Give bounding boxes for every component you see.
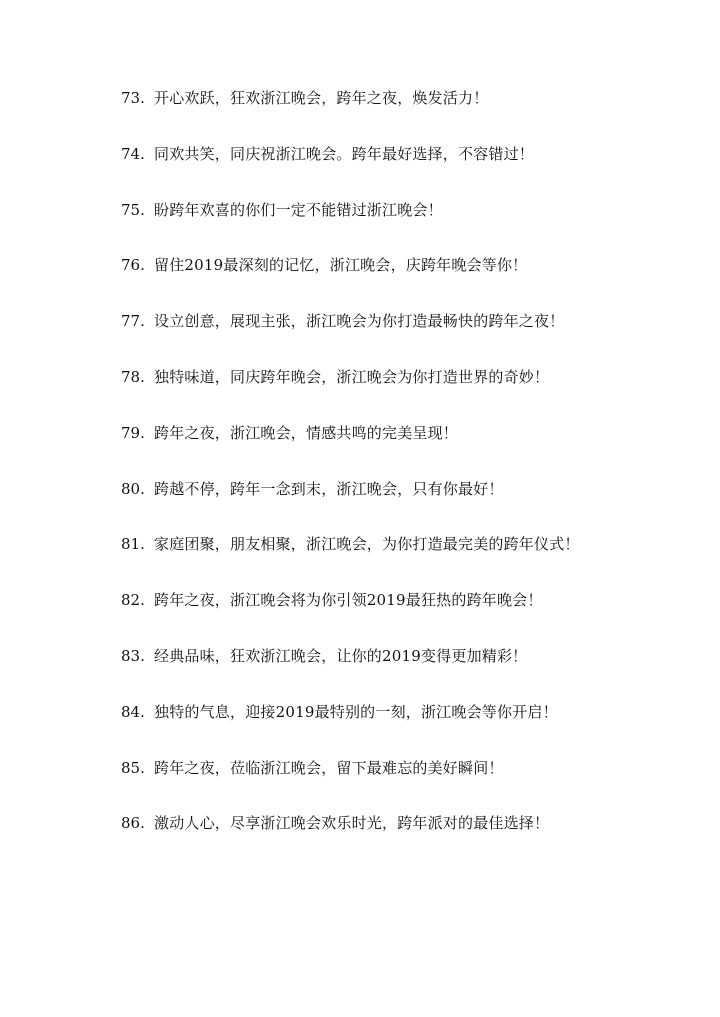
- list-item: [121, 812, 681, 868]
- item-number: 78.: [121, 367, 145, 386]
- list-item: [121, 87, 681, 143]
- list-item: [121, 701, 681, 757]
- item-text: 留住2019最深刻的记忆，浙江晚会，庆跨年晚会等你！: [154, 256, 528, 275]
- item-number: 84.: [121, 702, 145, 721]
- item-text: 盼跨年欢喜的你们一定不能错过浙江晚会！: [154, 200, 443, 219]
- item-text: 家庭团聚，朋友相聚，浙江晚会，为你打造最完美的跨年仪式！: [154, 535, 580, 554]
- item-number: 74.: [121, 144, 145, 163]
- item-text: 独特味道，同庆跨年晚会，浙江晚会为你打造世界的奇妙！: [154, 367, 550, 386]
- item-text: 独特的气息，迎接2019最特别的一刻，浙江晚会等你开启！: [154, 702, 558, 721]
- item-number: 79.: [121, 423, 145, 442]
- item-text: 开心欢跃，狂欢浙江晚会，跨年之夜，焕发活力！: [154, 89, 489, 107]
- item-text: 设立创意，展现主张，浙江晚会为你打造最畅快的跨年之夜！: [154, 312, 565, 331]
- list-item: [121, 422, 681, 478]
- list-item: [121, 757, 681, 813]
- item-number: 77.: [121, 312, 145, 331]
- item-number: 82.: [121, 591, 145, 610]
- list-item: [121, 366, 681, 422]
- item-text: 跨年之夜，浙江晚会，情感共鸣的完美呈现！: [154, 423, 459, 442]
- slogan-list: [121, 87, 681, 868]
- item-number: 80.: [121, 479, 145, 498]
- list-item: [121, 478, 681, 534]
- item-number: 75.: [121, 200, 145, 219]
- item-number: 85.: [121, 758, 145, 777]
- list-item: [121, 533, 681, 589]
- list-item: [121, 645, 681, 701]
- list-item: [121, 589, 681, 645]
- item-text: 经典品味，狂欢浙江晚会，让你的2019变得更加精彩！: [154, 646, 528, 665]
- item-number: 86.: [121, 814, 145, 833]
- list-item: [121, 199, 681, 255]
- item-number: 76.: [121, 256, 145, 275]
- item-text: 跨年之夜，莅临浙江晚会，留下最难忘的美好瞬间！: [154, 758, 504, 777]
- list-item: [121, 143, 681, 199]
- item-text: 激动人心，尽享浙江晚会欢乐时光，跨年派对的最佳选择！: [154, 814, 550, 833]
- item-text: 同欢共笑，同庆祝浙江晚会。跨年最好选择，不容错过！: [154, 144, 535, 163]
- item-text: 跨越不停，跨年一念到末，浙江晚会，只有你最好！: [154, 479, 504, 498]
- item-number: 81.: [121, 535, 145, 554]
- item-number: 83.: [121, 646, 145, 665]
- item-number: 73.: [121, 89, 145, 107]
- list-item: [121, 310, 681, 366]
- list-item: [121, 254, 681, 310]
- item-text: 跨年之夜，浙江晚会将为你引领2019最狂热的跨年晚会！: [154, 591, 543, 610]
